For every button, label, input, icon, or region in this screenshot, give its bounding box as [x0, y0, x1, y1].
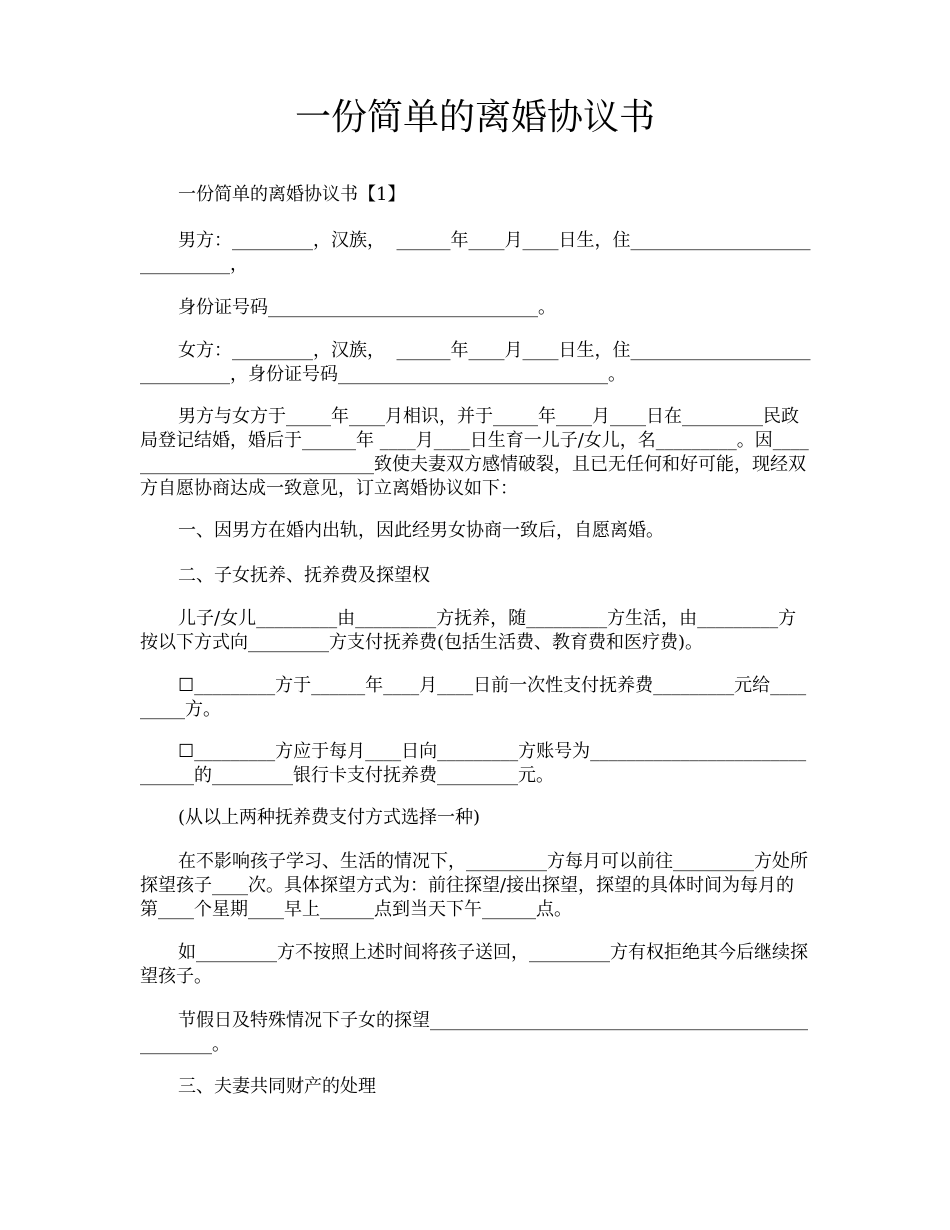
clause-one: 一、因男方在婚内出轨，因此经男女协商一致后，自愿离婚。 [178, 520, 664, 541]
paragraph-custody: 儿子/女儿_________由_________方抚养，随_________方生活，由_________方按以下方式向_________方支付抚养费(包括生活费、教育费和医疗费)。 [140, 608, 797, 653]
document-title: 一份简单的离婚协议书 [294, 97, 655, 138]
paragraph-lump-sum-option: ☐_________方于______年____月____日前一次性支付抚养费_________元给_________方。 [140, 675, 807, 720]
paragraph-male-id: 身份证号码______________________________。 [178, 297, 556, 318]
paragraph-female-party: 女方：_________，汉族， ______年____月____日生，住______________________________，身份证号码______________________________。 [140, 340, 811, 385]
clause-two-heading: 二、子女抚养、抚养费及探望权 [178, 565, 430, 586]
paragraph-payment-note: (从以上两种抚养费支付方式选择一种) [178, 807, 481, 828]
paragraph-holiday-visitation: 节假日及特殊情况下子女的探望__________________________________________________。 [140, 1010, 808, 1055]
section-heading: 一份简单的离婚协议书【1】 [178, 184, 406, 205]
paragraph-visitation-breach: 如_________方不按照上述时间将孩子送回，_________方有权拒绝其今后继续探望孩子。 [140, 942, 808, 987]
paragraph-male-party: 男方：_________，汉族， ______年____月____日生，住______________________________， [140, 230, 811, 275]
paragraph-marriage-info: 男方与女方于_____年____月相识，并于_____年____月____日在_________民政局登记结婚，婚后于______年 ____月____日生育一儿子/女儿，名_________。因______________________________致使夫妻双方感情破裂，且已无任何和好可能，现经双方自愿协商达成一致意见，订立离婚协议如下： [140, 406, 809, 499]
paragraph-monthly-option: ☐_________方应于每月____日向_________方账号为______________________________的_________银行卡支付抚养费_________元。 [140, 741, 807, 786]
clause-three-heading: 三、夫妻共同财产的处理 [178, 1076, 376, 1097]
paragraph-visitation: 在不影响孩子学习、生活的情况下，_________方每月可以前往_________方处所探望孩子____次。具体探望方式为：前往探望/接出探望，探望的具体时间为每月的第____个星期____早上______点到当天下午______点。 [140, 851, 808, 920]
